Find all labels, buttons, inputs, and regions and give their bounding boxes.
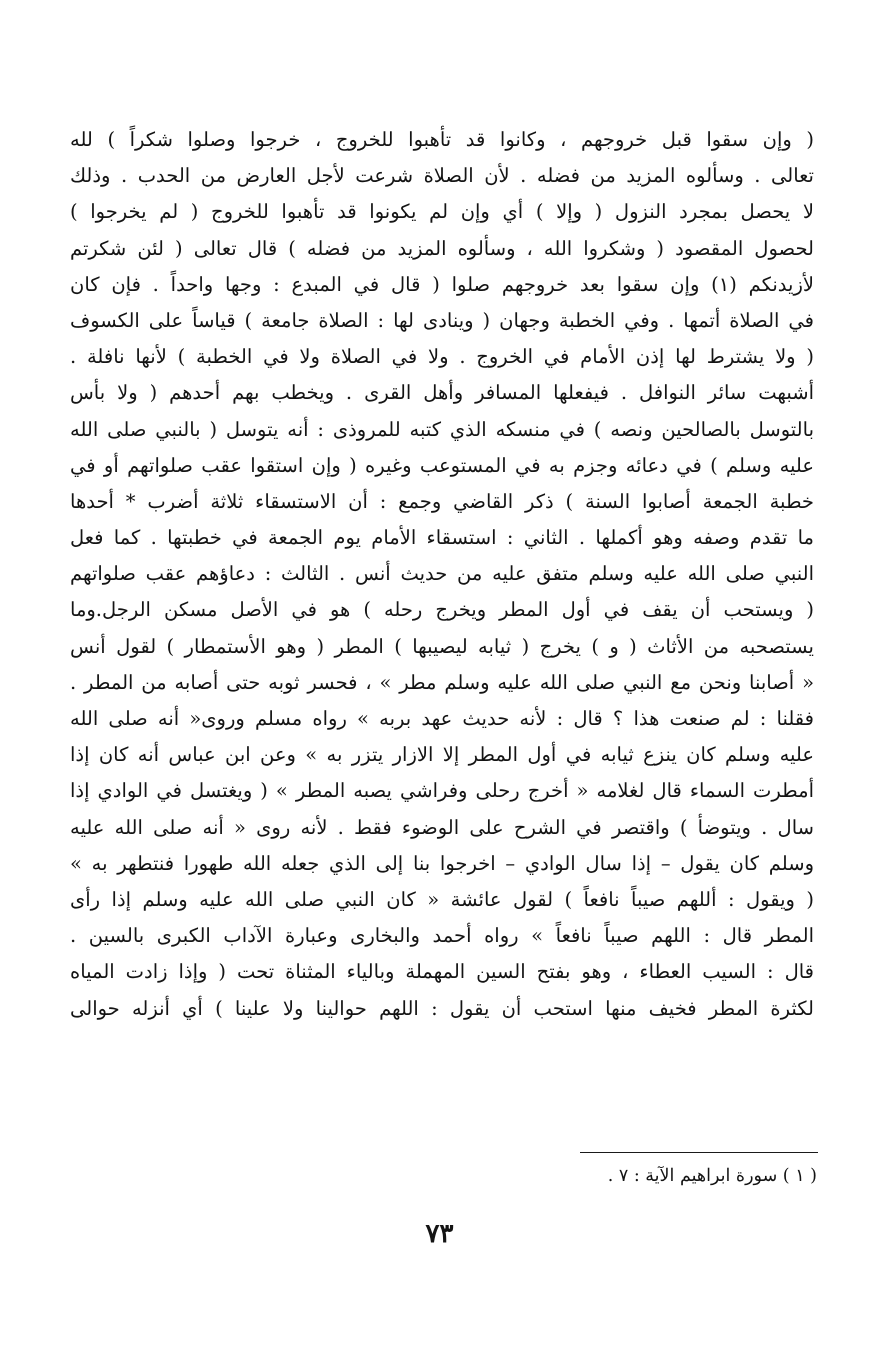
text-line: خطبة الجمعة أصابوا السنة ) ذكر القاضي وجمع : أن الاستسقاء ثلاثة أضرب * أحدها [70,489,814,513]
text-line: سال . ويتوضأ ) واقتصر في الشرح على الوضوء فقط . لأنه روى « أنه صلى الله عليه [70,815,814,839]
text-line: ( وإن سقوا قبل خروجهم ، وكانوا قد تأهبوا للخروج ، خرجوا وصلوا شكراً ) لله [70,128,814,151]
text-line: النبي صلى الله عليه وسلم متفق عليه من حديث أنس . الثالث : دعاؤهم عقب صلواتهم [70,562,814,586]
text-line: في الصلاة أتمها . وفي الخطبة وجهان ( وينادى لها : الصلاة جامعة ) قياساً على الكسوف [70,308,814,332]
text-line: ما تقدم وصفه وهو أكملها . الثاني : استسقاء الأمام يوم الجمعة في خطبتها . كما فعل [70,526,814,550]
footnote: ( ١ ) سورة ابراهيم الآية : ٧ . [607,1166,817,1186]
text-line: « أصابنا ونحن مع النبي صلى الله عليه وسلم مطر » ، فحسر ثوبه حتى أصابه من المطر . [70,670,814,694]
text-line: لأزيدنكم (١) وإن سقوا بعد خروجهم صلوا ( قال في المبدع : وجها واحداً . فإن كان [70,272,814,296]
main-text-block [70,122,814,1027]
text-line: أمطرت السماء قال لغلامه « أخرج رحلى وفراشي يصبه المطر » ( ويغتسل في الوادي إذا [70,779,814,803]
text-line: وسلم كان يقول – إذا سال الوادي – اخرجوا بنا إلى الذي جعله الله طهورا فنتطهر به » [70,851,814,875]
text-line: عليه وسلم ) في دعائه وجزم به في المستوعب وغيره ( وإن استقوا عقب صلواتهم أو في [70,453,814,477]
footnote-separator [580,1152,818,1153]
text-line: فقلنا : لم صنعت هذا ؟ قال : لأنه حديث عهد بربه » رواه مسلم وروى« أنه صلى الله [70,707,814,730]
text-line: قال : السيب العطاء ، وهو بفتح السين المهملة وبالياء المثناة تحت ( وإذا زادت المياه [70,960,814,984]
text-line: لا يحصل بمجرد النزول ( وإلا ) أي وإن لم يكونوا قد تأهبوا للخروج ( لم يخرجوا ) [70,200,814,224]
text-line: تعالى . وسألوه المزيد من فضله . لأن الصلاة شرعت لأجل العارض من الحدب . وذلك [70,164,814,188]
text-line: لحصول المقصود ( وشكروا الله ، وسألوه المزيد من فضله ) قال تعالى ( لئن شكرتم [70,236,814,260]
page-number: ٧٣ [425,1219,454,1249]
text-line: ( ويقول : أللهم صيباً نافعاً ) لقول عائشة « كان النبي صلى الله عليه وسلم إذا رأى [70,887,814,911]
text-line: يستصحبه من الأثاث ( و ) يخرج ( ثيابه ليصيبها ) المطر ( وهو الأستمطار ) لقول أنس [70,634,814,658]
text-line: أشبهت سائر النوافل . فيفعلها المسافر وأهل القرى . ويخطب بهم أحدهم ( ولا بأس [70,381,814,405]
text-line: ( ولا يشترط لها إذن الأمام في الخروج . ولا في الصلاة ولا في الخطبة ) لأنها نافلة . [70,345,814,369]
text-line: المطر قال : اللهم صيباً نافعاً » رواه أحمد والبخارى وعبارة الآداب الكبرى بالسين . [70,924,814,948]
text-line: عليه وسلم كان ينزع ثيابه في أول المطر إلا الازار يتزر به » وعن ابن عباس أنه كان إذا [70,743,814,767]
text-line: بالتوسل بالصالحين ونصه ) في منسكه الذي كتبه للمروذى : أنه يتوسل ( بالنبي صلى الله [70,417,814,441]
text-line: لكثرة المطر فخيف منها استحب أن يقول : اللهم حوالينا ولا علينا ) أي أنزله حوالى [70,996,814,1020]
text-line: ( ويستحب أن يقف في أول المطر ويخرج رحله ) هو في الأصل مسكن الرجل.وما [70,598,814,622]
